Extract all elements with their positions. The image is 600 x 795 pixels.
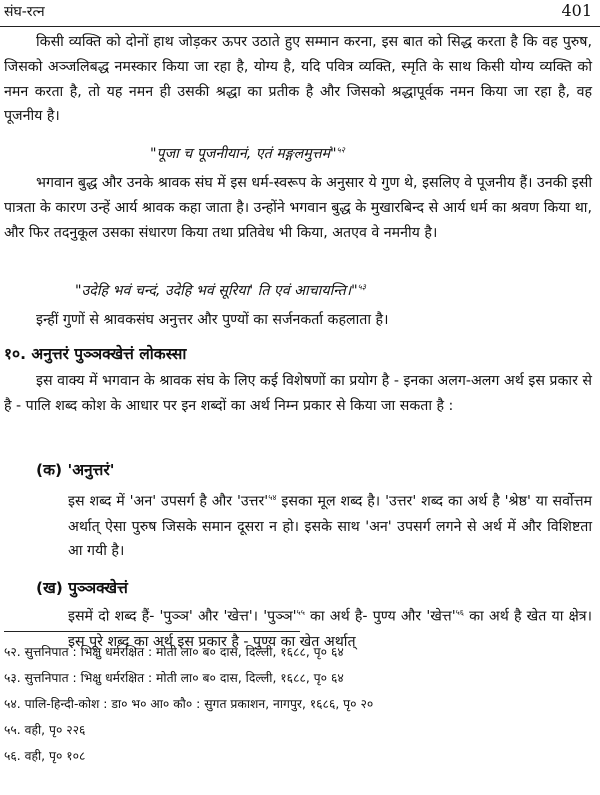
paragraph-epithets: इस वाक्य में भगवान के श्रावक संघ के लिए कई विशेषणों का प्रयोग है - इनका अलग-अलग अर्थ इस प्रकार से है - पालि शब्द कोश के आधार पर इन शब्दों का अर्थ निम्न प्रकार से किया जा सकता है :: [4, 373, 592, 414]
subheading-punnakkhettam: (ख) पुञ्ञक्खेत्तं: [36, 579, 128, 597]
footnote-56: ५६. वही, पृ० १०८: [4, 749, 86, 763]
verse-quote-2-text: "उदेहि भवं चन्दं, उदेहि भवं सूरिया' ति एवं आचायन्ति।": [75, 283, 358, 299]
verse-quote-1-text: "पूजा च पूजनीयानं, एतं मङ्गलमुत्तमं": [150, 146, 337, 162]
running-head: संघ-रत्न: [4, 4, 45, 20]
punna-text-2: का अर्थ है- पुण्य और 'खेत्त': [304, 608, 456, 625]
subheading-anuttaram: (क) 'अनुत्तरं': [36, 461, 115, 479]
page-number: 401: [561, 1, 592, 20]
footnote-ref-54: ५४: [268, 493, 277, 502]
footnote-ref-55: ५५: [296, 608, 305, 617]
paragraph-buddha-sangha: भगवान बुद्ध और उनके श्रावक संघ में इस धर्म-स्वरूप के अनुसार ये गुण थे, इसलिए वे पूजनीय हैं। उनकी इसी पात्रता के कारण उन्हें आर्य श्रावक कहा जाता है। उन्होंने भगवान बुद्ध के मुखारबिन्द से आर्य धर्म का श्रवण किया था, और फिर तदनुकूल उसका संधारण किया तथा प्रतिवेध भी किया, अतएव वे नमनीय है।: [4, 175, 592, 241]
footnote-53: ५३. सुत्तनिपात : भिक्षु धर्मरक्षित : मोती ला० ब० दास, दिल्ली, १६८८, पृ० ६४: [4, 671, 344, 685]
verse-quote-2: [75, 281, 366, 300]
page-header: [0, 0, 600, 27]
paragraph-qualities: इन्हीं गुणों से श्रावकसंघ अनुत्तर और पुण्यों का सर्जनकर्ता कहलाता है।: [36, 312, 389, 328]
anuttaram-text-2: इसका मूल शब्द है। 'उत्तर' शब्द का अर्थ है 'श्रेष्ठ' या सर्वोत्तम अर्थात् ऐसा पुरुष जिसके समान दूसरा न हो। इसके साथ 'अन' उपसर्ग लगने से अर्थ में और विशिष्टता आ गयी है।: [68, 493, 592, 560]
verse-quote-1: [150, 144, 345, 163]
footnote-52: ५२. सुत्तनिपात : भिक्षु धर्मरक्षित : मोती ला० ब० दास, दिल्ली, १६८८, पृ० ६४: [4, 645, 344, 659]
paragraph-salutation: किसी व्यक्ति को दोनों हाथ जोड़कर ऊपर उठाते हुए सम्मान करना, इस बात को सिद्ध करता है कि वह पुरुष, जिसको अञ्जलिबद्ध नमस्कार किया जा रहा है, योग्य है, यदि पवित्र व्यक्ति, स्मृति के साथ किसी योग्य व्यक्ति को नमन करता है, तो यह नमन ही उसकी श्रद्धा का प्रतीक है और जिसको श्रद्धापूर्वक नमन किया जा रहा है, वह पूजनीय है।: [4, 34, 592, 125]
footnote-separator: [4, 631, 300, 632]
punna-text-3: का अर्थ है खेत या क्षेत्र। इस पूरे शब्द का अर्थ इस प्रकार है - पुण्य का खेत अर्थात्: [68, 608, 592, 650]
footnote-ref-52: ५२: [336, 145, 345, 155]
anuttaram-text-1: इस शब्द में 'अन' उपसर्ग है और 'उत्तर': [68, 493, 269, 510]
paragraph-anuttaram: [68, 486, 592, 564]
footnote-ref-56: ५६: [455, 608, 464, 617]
punna-text-1: इसमें दो शब्द हैं- 'पुञ्ञ' और 'खेत्त'। 'पुञ्ञ': [68, 608, 297, 625]
footnote-ref-53: ५३: [357, 282, 366, 292]
footnote-54: ५४. पालि-हिन्दी-कोश : डा० भ० आ० कौ० : सुगत प्रकाशन, नागपुर, १६८६, पृ० २०: [4, 697, 374, 711]
section-heading-10: १०. अनुत्तरं पुञ्ञक्खेत्तं लोकस्सा: [4, 345, 187, 363]
footnote-55: ५५. वही, पृ० २२६: [4, 723, 86, 737]
